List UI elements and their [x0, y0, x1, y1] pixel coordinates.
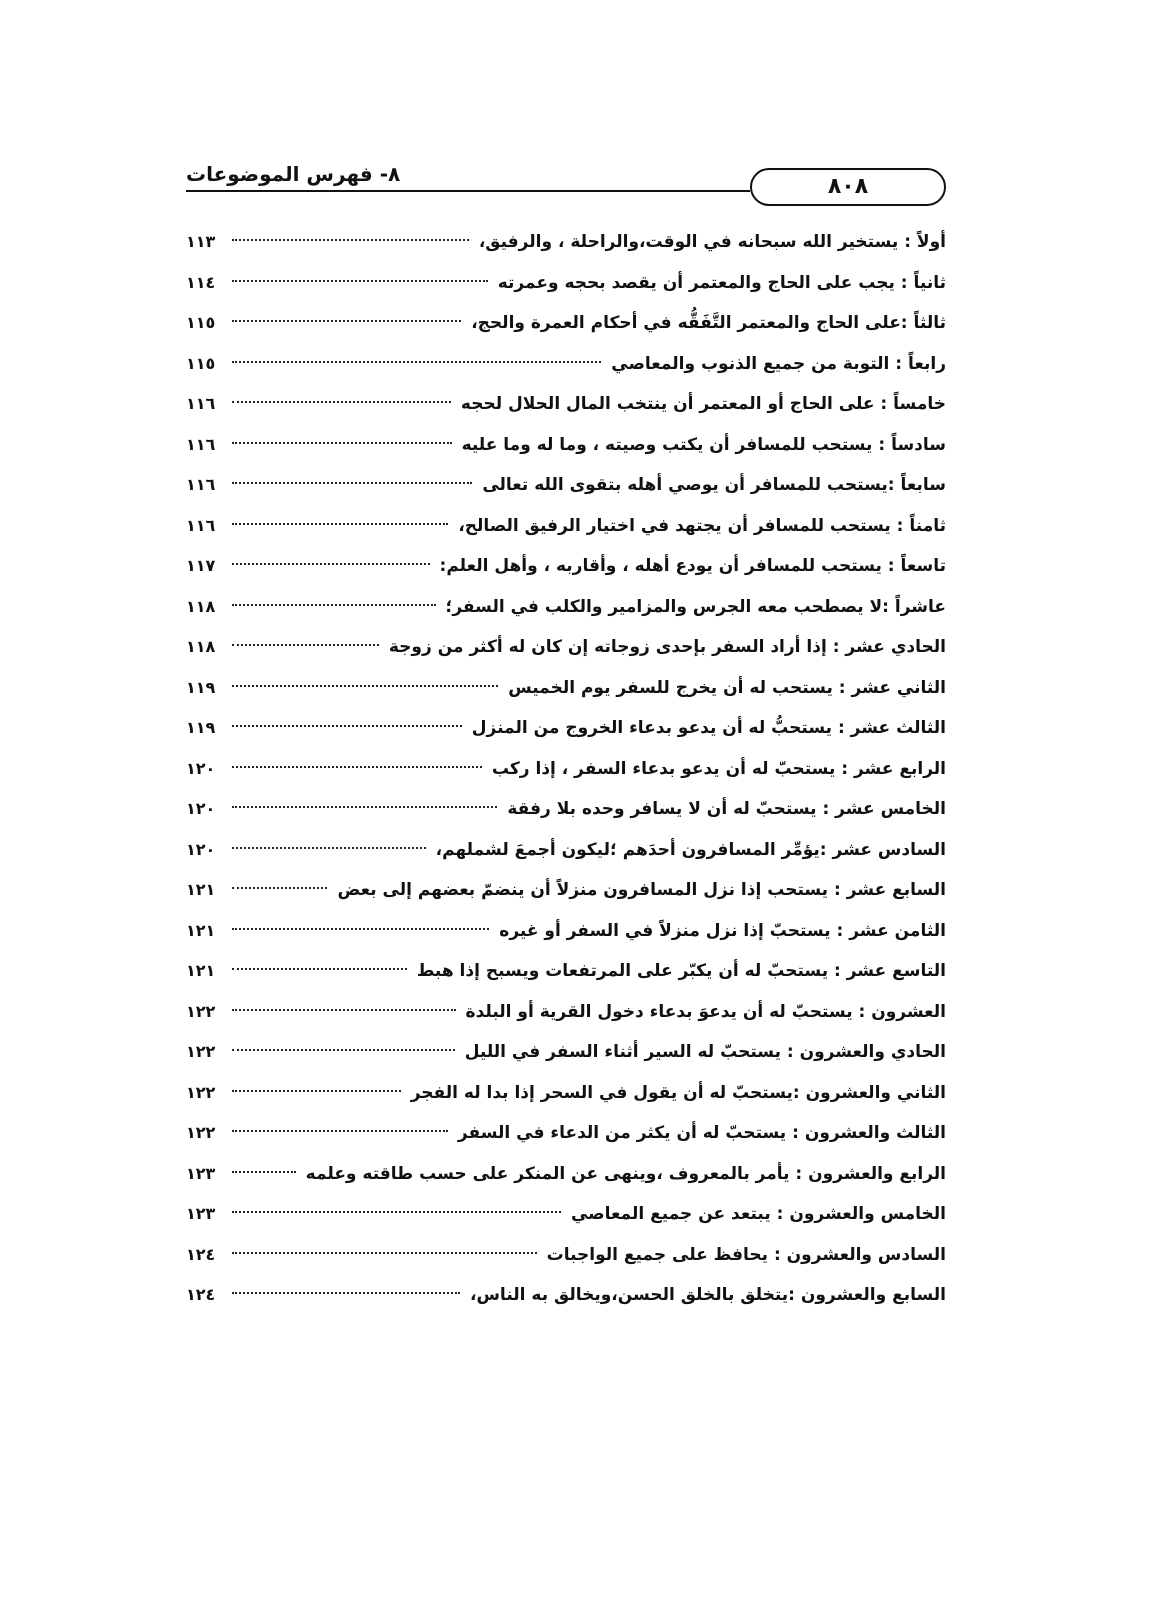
header-rule — [186, 190, 750, 192]
dot-leader — [232, 685, 498, 687]
toc-entry — [186, 870, 946, 911]
toc-entry — [186, 222, 946, 263]
toc-entry — [186, 830, 946, 871]
toc-entry — [186, 1073, 946, 1114]
toc-entry-page-number: ١١٤ — [186, 272, 216, 292]
dot-leader — [232, 847, 426, 849]
dot-leader — [232, 1252, 537, 1254]
toc-entry-page-number: ١٢٤ — [186, 1244, 216, 1264]
toc-entry-title: الحادي والعشرون : يستحبّ له السير أثناء السفر في الليل — [464, 1042, 946, 1062]
toc-entry — [186, 1194, 946, 1235]
toc-entry-page-number: ١٢٠ — [186, 758, 216, 778]
toc-entry — [186, 789, 946, 830]
toc-entry-title: ثالثاً :على الحاج والمعتمر التَّفَقُّه في أحكام العمرة والحج، — [471, 313, 946, 333]
toc-entry-page-number: ١٢٠ — [186, 799, 216, 818]
toc-entry-title: الخامس عشر : يستحبّ له أن لا يسافر وحده بلا رفقة — [507, 799, 946, 819]
toc-entry-title: الثاني عشر : يستحب له أن يخرج للسفر يوم الخميس — [508, 677, 946, 698]
dot-leader — [232, 1009, 456, 1011]
toc-entry-page-number: ١١٣ — [186, 232, 216, 251]
toc-entry-title: عاشراً :لا يصطحب معه الجرس والمزامير والكلب في السفر؛ — [445, 596, 946, 617]
toc-entry-page-number: ١٢١ — [186, 880, 216, 899]
toc-entry — [186, 506, 946, 547]
toc-entry-title: الرابع والعشرون : يأمر بالمعروف ،وينهى عن المنكر على حسب طاقته وعلمه — [305, 1163, 946, 1184]
dot-leader — [232, 523, 448, 525]
toc-entry — [186, 668, 946, 709]
toc-entry-title: سابعاً :يستحب للمسافر أن يوصي أهله بتقوى الله تعالى — [482, 475, 946, 495]
toc-entry-title: ثانياً : يجب على الحاج والمعتمر أن يقصد بحجه وعمرته — [497, 272, 946, 293]
toc-entry-title: أولاً : يستخير الله سبحانه في الوقت،والراحلة ، والرفيق، — [478, 232, 946, 252]
toc-entry-title: العشرون : يستحبّ له أن يدعوَ بدعاء دخول القرية أو البلدة — [465, 1001, 946, 1022]
toc-entry — [186, 465, 946, 506]
toc-entry — [186, 384, 946, 425]
dot-leader — [232, 401, 451, 403]
toc-entry — [186, 992, 946, 1033]
toc-entry-title: خامساً : على الحاج أو المعتمر أن ينتخب المال الحلال لحجه — [460, 394, 946, 414]
dot-leader — [232, 1211, 561, 1213]
toc-entry-title: تاسعاً : يستحب للمسافر أن يودع أهله ، وأقاربه ، وأهل العلم: — [439, 556, 946, 576]
dot-leader — [232, 644, 379, 646]
dot-leader — [232, 1049, 455, 1051]
page-header — [186, 160, 946, 208]
toc-entry-page-number: ١٢٠ — [186, 839, 216, 859]
toc-entry-page-number: ١٢٤ — [186, 1285, 216, 1304]
toc-entry-page-number: ١١٩ — [186, 718, 216, 737]
toc-entry — [186, 627, 946, 668]
toc-entry-title: الثالث عشر : يستحبُّ له أن يدعو بدعاء الخروج من المنزل — [471, 718, 946, 738]
toc-entry-page-number: ١٢١ — [186, 920, 216, 940]
toc-entry-title: الرابع عشر : يستحبّ له أن يدعو بدعاء السفر ، إذا ركب — [491, 758, 946, 779]
toc-entry-title: السابع عشر : يستحب إذا نزل المسافرون منزلاً أن ينضمّ بعضهم إلى بعض — [337, 880, 946, 900]
toc-entry-page-number: ١١٦ — [186, 434, 216, 454]
page-number-badge: ٨٠٨ — [750, 168, 946, 206]
toc-entry-title: سادساً : يستحب للمسافر أن يكتب وصيته ، وما له وما عليه — [461, 434, 946, 455]
dot-leader — [232, 1292, 460, 1294]
toc-entry-title: الثامن عشر : يستحبّ إذا نزل منزلاً في السفر أو غيره — [499, 920, 946, 941]
toc-entry — [186, 1032, 946, 1073]
toc-entry — [186, 587, 946, 628]
toc-entry-page-number: ١١٨ — [186, 596, 216, 616]
section-title: ٨- فهرس الموضوعات — [186, 162, 401, 186]
toc-entry-title: الحادي عشر : إذا أراد السفر بإحدى زوجاته إن كان له أكثر من زوجة — [388, 637, 946, 657]
toc-entry-page-number: ١٢٢ — [186, 1123, 216, 1142]
dot-leader — [232, 1130, 448, 1132]
dot-leader — [232, 968, 407, 970]
dot-leader — [232, 239, 469, 241]
toc-entry-title: السابع والعشرون :يتخلق بالخلق الحسن،ويخالق به الناس، — [470, 1285, 946, 1305]
toc-entry-page-number: ١١٦ — [186, 475, 216, 494]
toc-entry-page-number: ١١٧ — [186, 556, 216, 575]
toc-entry — [186, 303, 946, 344]
toc-entry-page-number: ١٢٢ — [186, 1001, 216, 1021]
toc-entry — [186, 1235, 946, 1276]
dot-leader — [232, 766, 482, 768]
toc-entry-title: الثالث والعشرون : يستحبّ له أن يكثر من الدعاء في السفر — [457, 1123, 946, 1143]
toc-entry-page-number: ١٢٣ — [186, 1163, 216, 1183]
toc-entry — [186, 911, 946, 952]
toc-entry-page-number: ١١٦ — [186, 394, 216, 413]
toc-entry — [186, 425, 946, 466]
dot-leader — [232, 482, 472, 484]
toc-entry-page-number: ١١٨ — [186, 637, 216, 656]
dot-leader — [232, 1090, 401, 1092]
dot-leader — [232, 320, 461, 322]
table-of-contents — [186, 222, 946, 1316]
toc-entry-title: رابعاً : التوبة من جميع الذنوب والمعاصي — [611, 353, 946, 374]
toc-entry-title: السادس والعشرون : يحافظ على جميع الواجبات — [546, 1244, 946, 1265]
toc-entry — [186, 1154, 946, 1195]
toc-entry — [186, 749, 946, 790]
toc-entry — [186, 1275, 946, 1316]
toc-entry-title: الثاني والعشرون :يستحبّ له أن يقول في السحر إذا بدا له الفجر — [410, 1082, 946, 1103]
toc-entry-page-number: ١٢٣ — [186, 1204, 216, 1223]
toc-entry-page-number: ١١٦ — [186, 515, 216, 535]
dot-leader — [232, 928, 489, 930]
toc-entry — [186, 546, 946, 587]
dot-leader — [232, 887, 327, 889]
dot-leader — [232, 1171, 296, 1173]
dot-leader — [232, 442, 452, 444]
toc-entry-title: السادس عشر :يؤمِّر المسافرون أحدَهم ؛ليكون أجمعَ لشملهم، — [435, 839, 946, 860]
toc-entry-title: الخامس والعشرون : يبتعد عن جميع المعاصي — [570, 1204, 946, 1224]
dot-leader — [232, 280, 488, 282]
toc-entry — [186, 708, 946, 749]
toc-entry — [186, 263, 946, 304]
toc-entry-page-number: ١٢٢ — [186, 1082, 216, 1102]
toc-entry-page-number: ١١٩ — [186, 677, 216, 697]
toc-entry-page-number: ١١٥ — [186, 313, 216, 332]
toc-entry-page-number: ١٢١ — [186, 961, 216, 980]
dot-leader — [232, 604, 436, 606]
toc-entry — [186, 1113, 946, 1154]
toc-entry-page-number: ١٢٢ — [186, 1042, 216, 1061]
dot-leader — [232, 361, 601, 363]
dot-leader — [232, 563, 430, 565]
dot-leader — [232, 806, 497, 808]
dot-leader — [232, 725, 462, 727]
toc-entry-title: التاسع عشر : يستحبّ له أن يكبّر على المرتفعات ويسبح إذا هبط — [416, 961, 946, 981]
toc-entry — [186, 344, 946, 385]
toc-entry — [186, 951, 946, 992]
toc-entry-page-number: ١١٥ — [186, 353, 216, 373]
toc-entry-title: ثامناً : يستحب للمسافر أن يجتهد في اختيار الرفيق الصالح، — [458, 515, 946, 536]
